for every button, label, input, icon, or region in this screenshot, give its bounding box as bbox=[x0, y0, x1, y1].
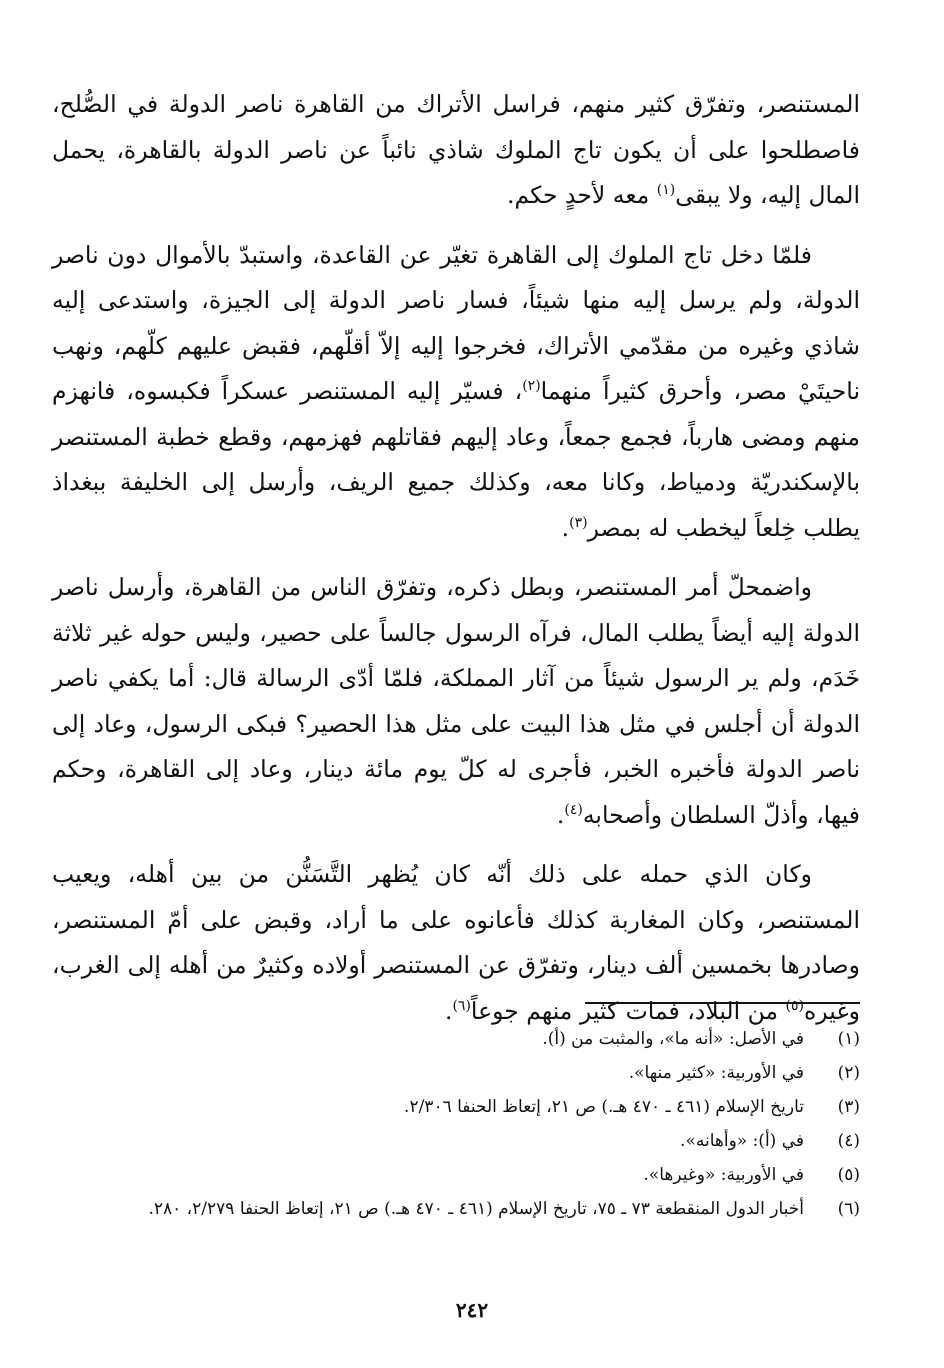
footnote-5 bbox=[52, 1158, 860, 1192]
paragraph-4 bbox=[52, 852, 860, 1034]
footnote-6 bbox=[52, 1192, 860, 1226]
footnote-text: في الأوربية: «كثير منها». bbox=[628, 1063, 804, 1083]
footnote-text: تاريخ الإسلام (٤٦١ ـ ٤٧٠ هـ.) ص ٢١، إتعاظ الحنفا ٢/٣٠٦. bbox=[404, 1097, 804, 1117]
footnote-1 bbox=[52, 1022, 860, 1056]
paragraph-text: واضمحلّ أمر المستنصر، وبطل ذكره، وتفرّق الناس من القاهرة، وأرسل ناصر الدولة إليه أيضاً يطلب المال، فرآه الرسول جالساً على حصير، وليس حوله غير ثلاثة خَدَم، ولم ير الرسول شيئاً من آثار المملكة، فلمّا أدّى الرسالة قال: أما يكفي ناصر الدولة أن أجلس في مثل هذا البيت على مثل هذا الحصير؟ فبكى الرسول، وعاد إلى ناصر الدولة فأخبره الخبر، فأجرى له كلّ يوم مائة دينار، وعاد إلى القاهرة، وحكم فيها، وأذلّ السلطان وأصحابه bbox=[52, 573, 860, 829]
footnote-3 bbox=[52, 1090, 860, 1124]
paragraph-2 bbox=[52, 233, 860, 552]
paragraph-tail: . bbox=[444, 996, 453, 1025]
paragraph-tail: من البلاد، فمات كثير منهم جوعاً bbox=[470, 996, 786, 1025]
paragraph-text: وكان الذي حمله على ذلك أنّه كان يُظهر التَّسَنُّن من بين أهله، ويعيب المستنصر، وكان المغاربة كذلك فأعانوه على ما أراد، وقبض على أمّ المستنصر، وصادرها بخمسين ألف دينار، وتفرّق عن المستنصر أولاده وكثيرٌ من أهله إلى الغرب، وغيره bbox=[52, 860, 860, 1025]
footnote-ref: (٣) bbox=[569, 514, 588, 531]
footnote-number: (٢) bbox=[837, 1063, 860, 1083]
footnote-text: في الأصل: «أنه ما»، والمثبت من (أ). bbox=[542, 1029, 804, 1049]
footnote-number: (٤) bbox=[837, 1131, 860, 1151]
footnote-text: أخبار الدول المنقطعة ٧٣ ـ ٧٥، تاريخ الإسلام (٤٦١ ـ ٤٧٠ هـ.) ص ٢١، إتعاظ الحنفا ٢/٢٧٩، ٢٨٠. bbox=[148, 1199, 804, 1219]
paragraph-tail: . bbox=[561, 513, 570, 542]
paragraph-tail: معه لأحدٍ حكم. bbox=[506, 181, 657, 209]
footnote-ref: (٥) bbox=[785, 997, 804, 1014]
paragraph-tail: . bbox=[556, 800, 565, 829]
main-text bbox=[52, 82, 860, 1034]
footnote-divider bbox=[585, 1002, 860, 1004]
footnotes bbox=[52, 1022, 860, 1226]
footnote-ref: (٦) bbox=[452, 997, 471, 1014]
footnote-number: (٣) bbox=[837, 1097, 860, 1117]
footnote-text: في (أ): «وأهانه». bbox=[680, 1131, 804, 1151]
footnote-ref: (٤) bbox=[564, 801, 583, 818]
footnote-number: (٦) bbox=[837, 1199, 860, 1219]
footnote-number: (١) bbox=[837, 1029, 860, 1049]
paragraph-1 bbox=[52, 82, 860, 219]
paragraph-tail: ، فسيّر إليه المستنصر عسكراً فكبسوه، فانهزم منهم ومضى هارباً، فجمع جمعاً، وعاد إليهم فقاتلهم فهزمهم، وقطع خطبة المستنصر بالإسكندريّة ودمياط، وكانا معه، وكذلك جميع الريف، وأرسل إلى الخليفة ببغداذ يطلب خِلعاً ليخطب له بمصر bbox=[52, 377, 860, 542]
page-number: ٢٤٢ bbox=[455, 1298, 489, 1322]
footnote-ref: (١) bbox=[656, 182, 676, 199]
paragraph-text: فلمّا دخل تاج الملوك إلى القاهرة تغيّر عن القاعدة، واستبدّ بالأموال دون ناصر الدولة، ولم يرسل إليه منها شيئاً، فسار ناصر الدولة إلى الجيزة، واستدعى إليه شاذي وغيره من مقدّمي الأتراك، فخرجوا إليه إلاّ أقلّهم، فقبض عليهم كلّهم، ونهب ناحيتَيْ مصر، وأحرق كثيراً منهما bbox=[52, 240, 860, 405]
paragraph-3 bbox=[52, 565, 860, 838]
paragraph-text: المستنصر، وتفرّق كثير منهم، فراسل الأتراك من القاهرة ناصر الدولة في الصُّلح، فاصطلحوا على أن يكون تاج الملوك شاذي نائباً عن ناصر الدولة بالقاهرة، يحمل المال إليه، ولا يبقى bbox=[52, 90, 860, 209]
footnote-ref: (٢) bbox=[522, 378, 541, 395]
footnote-number: (٥) bbox=[837, 1165, 860, 1185]
footnote-4 bbox=[52, 1124, 860, 1158]
footnote-2 bbox=[52, 1056, 860, 1090]
footnote-text: في الأوربية: «وغيرها». bbox=[643, 1165, 804, 1185]
